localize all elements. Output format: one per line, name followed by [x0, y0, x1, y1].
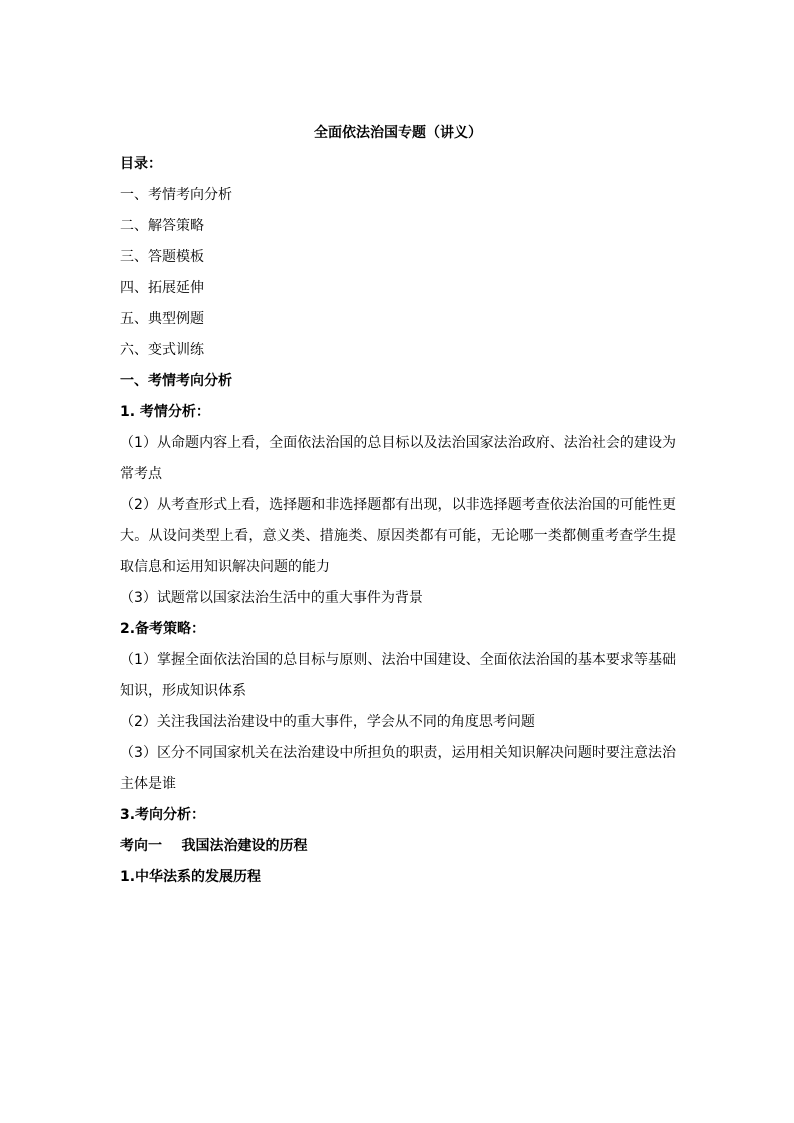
paragraph: （1）从命题内容上看，全面依法治国的总目标以及法治国家法治政府、法治社会的建设为常考点 [120, 435, 676, 482]
paragraph: （2）从考查形式上看，选择题和非选择题都有出现，以非选择题考查依法治国的可能性更大。从设问类型上看，意义类、措施类、原因类都有可能，无论哪一类都侧重考查学生提取信息和运用知识解决问题的能力 [120, 497, 676, 575]
paragraph: （3）区分不同国家机关在法治建设中所担负的职责，运用相关知识解决问题时要注意法治主体是谁 [120, 745, 676, 792]
document-title: 全面依法治国专题（讲义） [314, 125, 482, 141]
toc-item: 五、典型例题 [120, 311, 204, 327]
paragraph: （1）掌握全面依法治国的总目标与原则、法治中国建设、全面依法治国的基本要求等基础知识，形成知识体系 [120, 652, 676, 699]
document-page [120, 118, 676, 893]
toc-item: 四、拓展延伸 [120, 280, 204, 296]
direction-heading: 考向一 我国法治建设的历程 [120, 838, 308, 854]
toc-item: 二、解答策略 [120, 218, 204, 234]
section-heading: 一、考情考向分析 [120, 373, 232, 389]
subsection-heading: 1. 考情分析： [120, 404, 210, 420]
toc-item: 三、答题模板 [120, 249, 204, 265]
toc-item: 一、考情考向分析 [120, 187, 232, 203]
subsection-heading: 3.考向分析： [120, 807, 206, 823]
paragraph: （2）关注我国法治建设中的重大事件，学会从不同的角度思考问题 [120, 714, 535, 730]
direction-subheading: 1.中华法系的发展历程 [120, 869, 262, 885]
toc-heading: 目录： [120, 156, 162, 172]
toc-item: 六、变式训练 [120, 342, 204, 358]
paragraph: （3）试题常以国家法治生活中的重大事件为背景 [120, 590, 423, 606]
subsection-heading: 2.备考策略： [120, 621, 206, 637]
